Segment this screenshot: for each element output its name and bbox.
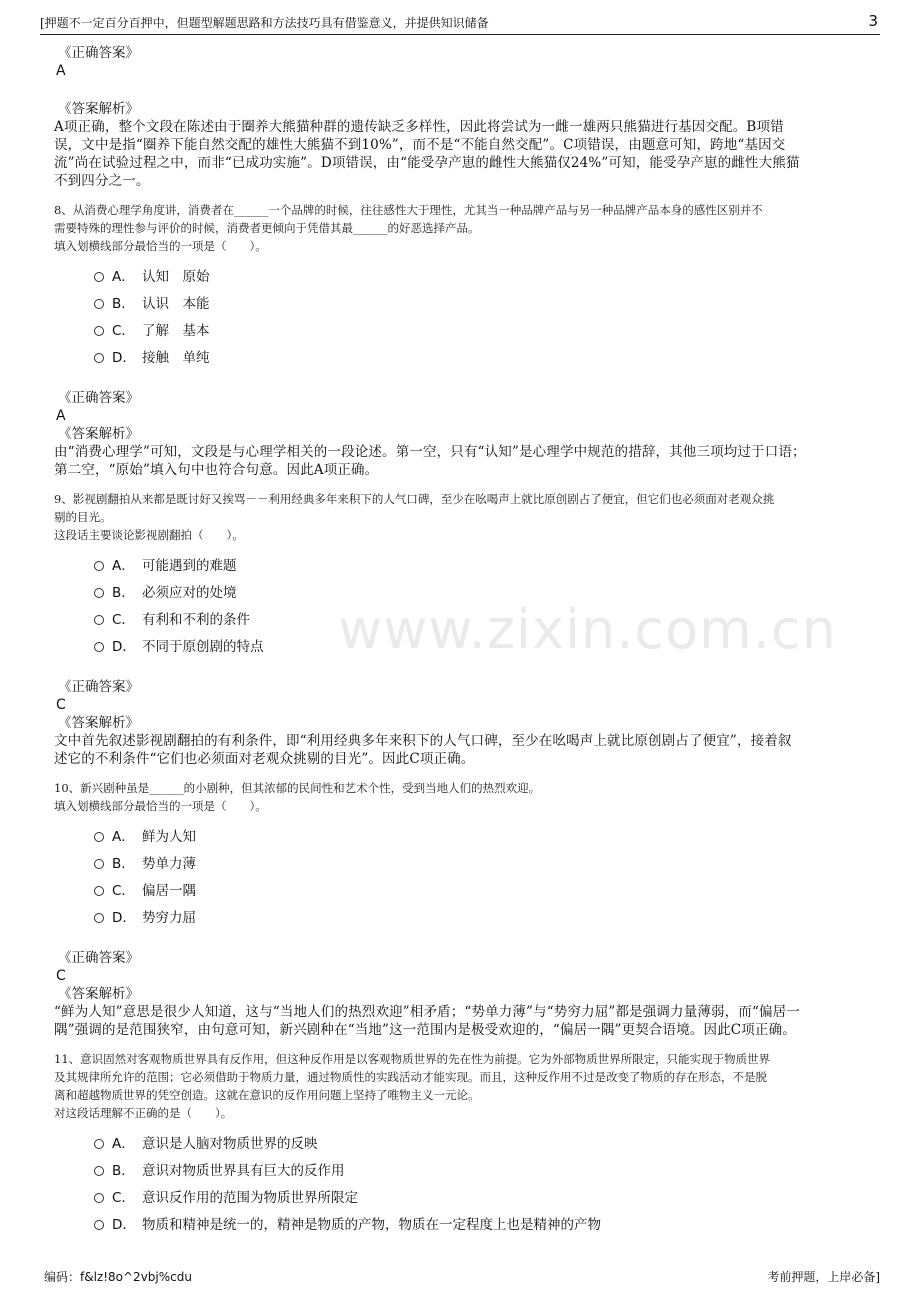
page-header	[40, 14, 880, 35]
option-text: 认知 原始	[142, 268, 210, 285]
option-b[interactable]	[94, 577, 854, 604]
option-letter: D．	[112, 349, 136, 366]
option-d[interactable]	[94, 902, 854, 929]
options-list	[94, 550, 854, 658]
question-9	[54, 490, 854, 768]
option-text: 接触 单纯	[142, 349, 210, 366]
option-b[interactable]	[94, 848, 854, 875]
analysis-line: 第二空，“原始”填入句中也符合句意。因此A项正确。	[54, 462, 379, 478]
option-letter: C．	[112, 611, 135, 628]
option-letter: D．	[112, 638, 136, 655]
radio-button-icon[interactable]	[94, 642, 104, 652]
option-text: 认识 本能	[142, 295, 210, 312]
option-letter: A．	[112, 268, 135, 285]
option-d[interactable]	[94, 631, 854, 658]
radio-button-icon[interactable]	[94, 886, 104, 896]
analysis-line: “鲜为人知”意思是很少人知道，这与“当地人们的热烈欢迎”相矛盾；“势单力薄”与“势穷力屈”都是强调力量薄弱，而“偏居一	[54, 1004, 800, 1020]
options-list	[94, 821, 854, 929]
option-a[interactable]	[94, 261, 854, 288]
answer-label: 《正确答案》	[58, 679, 139, 695]
answer-label: 《正确答案》	[58, 390, 139, 406]
option-text: 物质和精神是统一的，精神是物质的产物，物质在一定程度上也是精神的产物	[142, 1216, 601, 1233]
analysis-label: 《答案解析》	[58, 715, 139, 731]
question-8	[54, 201, 854, 479]
stem-line: 剔的目光。	[54, 510, 112, 524]
option-text: 意识对物质世界具有巨大的反作用	[142, 1162, 345, 1179]
radio-button-icon[interactable]	[94, 832, 104, 842]
option-d[interactable]	[94, 342, 854, 369]
option-text: 不同于原创剧的特点	[142, 638, 264, 655]
stem-line: 对这段话理解不正确的是（ ）。	[54, 1106, 233, 1120]
analysis-line: 不到四分之一。	[54, 173, 150, 189]
option-letter: B．	[112, 855, 135, 872]
option-letter: C．	[112, 322, 135, 339]
option-letter: B．	[112, 295, 135, 312]
question-10	[54, 779, 854, 1039]
option-text: 必须应对的处境	[142, 584, 237, 601]
question-stem	[54, 779, 854, 815]
answer-value: A	[56, 408, 66, 424]
option-text: 势穷力屈	[142, 909, 196, 926]
analysis-text	[54, 1003, 854, 1039]
analysis-line: 隅”强调的是范围狭窄，由句意可知，新兴剧种在“当地”这一范围内是极受欢迎的，“偏居一隅”更契合语境。因此C项正确。	[54, 1022, 796, 1038]
stem-line: 填入划横线部分最恰当的一项是（ ）。	[54, 799, 267, 813]
question-stem	[54, 201, 854, 255]
options-list	[94, 261, 854, 369]
answer-label: 《正确答案》	[58, 45, 139, 61]
option-a[interactable]	[94, 1128, 854, 1155]
option-a[interactable]	[94, 550, 854, 577]
option-text: 势单力薄	[142, 855, 196, 872]
analysis-label: 《答案解析》	[58, 101, 139, 117]
radio-button-icon[interactable]	[94, 299, 104, 309]
analysis-text	[54, 443, 854, 479]
radio-button-icon[interactable]	[94, 561, 104, 571]
watermark: www.zixin.com.cn	[338, 598, 837, 661]
document-body	[54, 44, 854, 1236]
option-letter: A．	[112, 828, 135, 845]
option-c[interactable]	[94, 875, 854, 902]
option-letter: A．	[112, 1135, 135, 1152]
stem-line: 需要特殊的理性参与评价的时候，消费者更倾向于凭借其最______的好恶选择产品。	[54, 221, 480, 235]
prev-answer-block	[54, 44, 854, 190]
option-letter: B．	[112, 584, 135, 601]
radio-button-icon[interactable]	[94, 1193, 104, 1203]
analysis-line: 文中首先叙述影视剧翻拍的有利条件，即“利用经典多年来积下的人气口碑，至少在吆喝声上就比原创剧占了便宜”，接着叙	[54, 733, 792, 749]
option-text: 有利和不利的条件	[142, 611, 250, 628]
question-11	[54, 1050, 854, 1236]
option-text: 了解 基本	[142, 322, 210, 339]
question-stem	[54, 490, 854, 544]
analysis-line: A项正确，整个文段在陈述由于圈养大熊猫种群的遗传缺乏多样性，因此将尝试为一雌一雄两只熊猫进行基因交配。B项错	[54, 119, 784, 135]
options-list	[94, 1128, 854, 1236]
option-letter: C．	[112, 882, 135, 899]
option-letter: C．	[112, 1189, 135, 1206]
radio-button-icon[interactable]	[94, 1166, 104, 1176]
radio-button-icon[interactable]	[94, 353, 104, 363]
stem-line: 及其规律所允许的范围；它必须借助于物质力量，通过物质性的实践活动才能实现。而且，这种反作用不过是改变了物质的存在形态，不是脱	[54, 1070, 767, 1084]
analysis-line: 流”尚在试验过程之中，而非“已成功实施”。D项错误，由“能受孕产崽的雌性大熊猫仅24%”可知，能受孕产崽的雌性大熊猫	[54, 155, 800, 171]
option-b[interactable]	[94, 288, 854, 315]
radio-button-icon[interactable]	[94, 272, 104, 282]
stem-line: 11、意识固然对客观物质世界具有反作用，但这种反作用是以客观物质世界的先在性为前提。它为外部物质世界所限定，只能实现于物质世界	[54, 1052, 771, 1066]
analysis-line: 由“消费心理学”可知，文段是与心理学相关的一段论述。第一空，只有“认知”是心理学中规范的措辞，其他三项均过于口语；	[54, 444, 806, 460]
radio-button-icon[interactable]	[94, 913, 104, 923]
question-stem	[54, 1050, 854, 1122]
option-text: 意识是人脑对物质世界的反映	[142, 1135, 318, 1152]
analysis-line: 误，文中是指“圈养下能自然交配的雄性大熊猫不到10%”，而不是“不能自然交配”。C项错误，由题意可知，跨地“基因交	[54, 137, 786, 153]
option-letter: D．	[112, 1216, 136, 1233]
document-code: 编码：f&lz!8o^2vbj%cdu	[44, 1270, 192, 1284]
option-text: 偏居一隅	[142, 882, 196, 899]
stem-line: 8、从消费心理学角度讲，消费者在______一个品牌的时候，往往感性大于理性，尤其当一种品牌产品与另一种品牌产品本身的感性区别并不	[54, 203, 763, 217]
stem-line: 10、新兴剧种虽是______的小剧种，但其浓郁的民间性和艺术个性，受到当地人们的热烈欢迎。	[54, 781, 541, 795]
option-c[interactable]	[94, 604, 854, 631]
stem-line: 这段话主要谈论影视剧翻拍（ ）。	[54, 528, 244, 542]
answer-value: C	[56, 697, 66, 713]
radio-button-icon[interactable]	[94, 326, 104, 336]
answer-label: 《正确答案》	[58, 950, 139, 966]
answer-value: C	[56, 968, 66, 984]
analysis-label: 《答案解析》	[58, 426, 139, 442]
answer-value: A	[56, 63, 66, 79]
option-letter: D．	[112, 909, 136, 926]
analysis-text	[54, 732, 854, 768]
option-letter: A．	[112, 557, 135, 574]
option-letter: B．	[112, 1162, 135, 1179]
radio-button-icon[interactable]	[94, 1139, 104, 1149]
option-text: 鲜为人知	[142, 828, 196, 845]
option-b[interactable]	[94, 1155, 854, 1182]
page-number: 3	[868, 12, 878, 30]
radio-button-icon[interactable]	[94, 588, 104, 598]
option-a[interactable]	[94, 821, 854, 848]
analysis-line: 述它的不利条件“它们也必须面对老观众挑剔的目光”。因此C项正确。	[54, 751, 475, 767]
option-c[interactable]	[94, 315, 854, 342]
stem-line: 填入划横线部分最恰当的一项是（ ）。	[54, 239, 267, 253]
footer-slogan: 考前押题，上岸必备]	[767, 1270, 880, 1284]
radio-button-icon[interactable]	[94, 1220, 104, 1230]
option-c[interactable]	[94, 1182, 854, 1209]
header-disclaimer: [押题不一定百分百押中，但题型解题思路和方法技巧具有借鉴意义，并提供知识储备	[40, 16, 489, 30]
stem-line: 离和超越物质世界的凭空创造。这就在意识的反作用问题上坚持了唯物主义一元论。	[54, 1088, 480, 1102]
option-text: 可能遇到的难题	[142, 557, 237, 574]
analysis-label: 《答案解析》	[58, 986, 139, 1002]
radio-button-icon[interactable]	[94, 615, 104, 625]
option-d[interactable]	[94, 1209, 854, 1236]
stem-line: 9、影视剧翻拍从来都是既讨好又挨骂－－利用经典多年来积下的人气口碑，至少在吆喝声上就比原创剧占了便宜，但它们也必须面对老观众挑	[54, 492, 775, 506]
analysis-text	[54, 118, 854, 190]
radio-button-icon[interactable]	[94, 859, 104, 869]
option-text: 意识反作用的范围为物质世界所限定	[142, 1189, 358, 1206]
